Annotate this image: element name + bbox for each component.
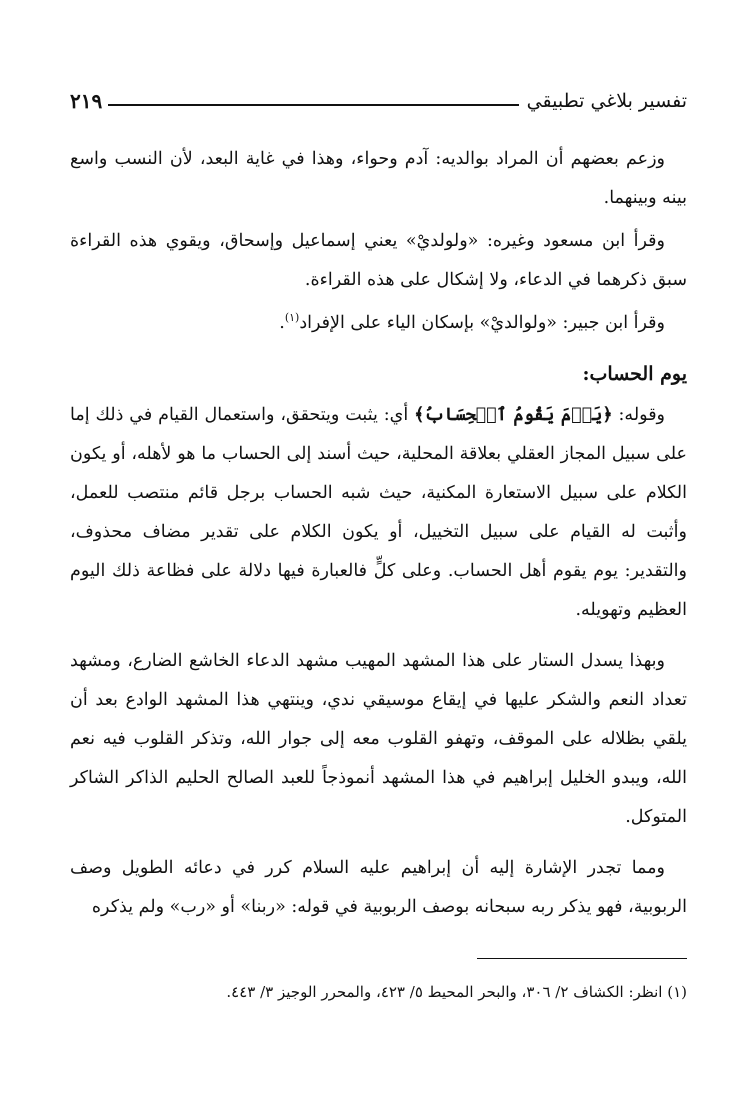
footnote: (١) انظر: الكشاف ٢/ ٣٠٦، والبحر المحيط ٥/ ٤٢٣، والمحرر الوجيز ٣/ ٤٤٣.	[226, 983, 687, 1001]
paragraph-end: .	[279, 313, 285, 333]
running-header	[70, 84, 687, 118]
footnote-rule	[477, 958, 687, 959]
paragraph	[70, 304, 687, 343]
paragraph-text: وقرأ ابن جبير: «ولوالديْ» بإسكان الياء على الإفراد	[299, 313, 665, 333]
paragraph-lead: وقوله:	[612, 405, 666, 425]
quran-verse: ﴿يَوۡمَ يَقُومُ ٱلۡحِسَابُ﴾	[414, 405, 613, 425]
footnote-reference: (١)	[284, 311, 300, 325]
paragraph: وبهذا يسدل الستار على هذا المشهد المهيب مشهد الدعاء الخاشع الضارع، ومشهد تعداد النعم والشكر عليها في إيقاع موسيقي ندي، وينتهي هذا المشهد الوادع بعد أن يلقي بظلاله على الموقف، وتهفو القلوب معه إلى جوار الله، وتذكر القلوب فيه نعم الله، ويبدو الخليل إبراهيم في هذا المشهد أنموذجاً للعبد الصالح الحليم الذاكر الشاكر المتوكل.	[70, 651, 687, 827]
body-text	[70, 140, 687, 939]
paragraph-text: أي: يثبت ويتحقق، واستعمال القيام في ذلك إما على سبيل المجاز العقلي بعلاقة المحلية، حيث أسند إلى الحساب ما هو لأهله، أو يكون الكلام على سبيل الاستعارة المكنية، حيث شبه الحساب برجل قائم منتصب للعمل، وأثبت له القيام على سبيل التخييل، أو يكون الكلام على تقدير مضاف محذوف، والتقدير: يوم يقوم أهل الحساب. وعلى كلٍّ فالعبارة فيها دلالة على فظاعة ذلك اليوم العظيم وتهويله.	[70, 405, 687, 620]
section-heading: يوم الحساب:	[582, 363, 687, 385]
paragraph: وزعم بعضهم أن المراد بوالديه: آدم وحواء، وهذا في غاية البعد، لأن النسب واسع بينه وبينهما.	[70, 149, 687, 208]
paragraph: وقرأ ابن مسعود وغيره: «ولولديْ» يعني إسماعيل وإسحاق، ويقوي هذه القراءة سبق ذكرهما في الدعاء، ولا إشكال على هذه القراءة.	[70, 231, 687, 290]
paragraph	[70, 396, 687, 630]
page-number: ٢١٩	[70, 89, 103, 113]
header-rule	[108, 104, 518, 106]
running-title: تفسير بلاغي تطبيقي	[526, 90, 687, 112]
paragraph: ومما تجدر الإشارة إليه أن إبراهيم عليه السلام كرر في دعائه الطويل وصف الربوبية، فهو يذكر ربه سبحانه بوصف الربوبية في قوله: «ربنا» أو «رب» ولم يذكره	[70, 858, 687, 917]
